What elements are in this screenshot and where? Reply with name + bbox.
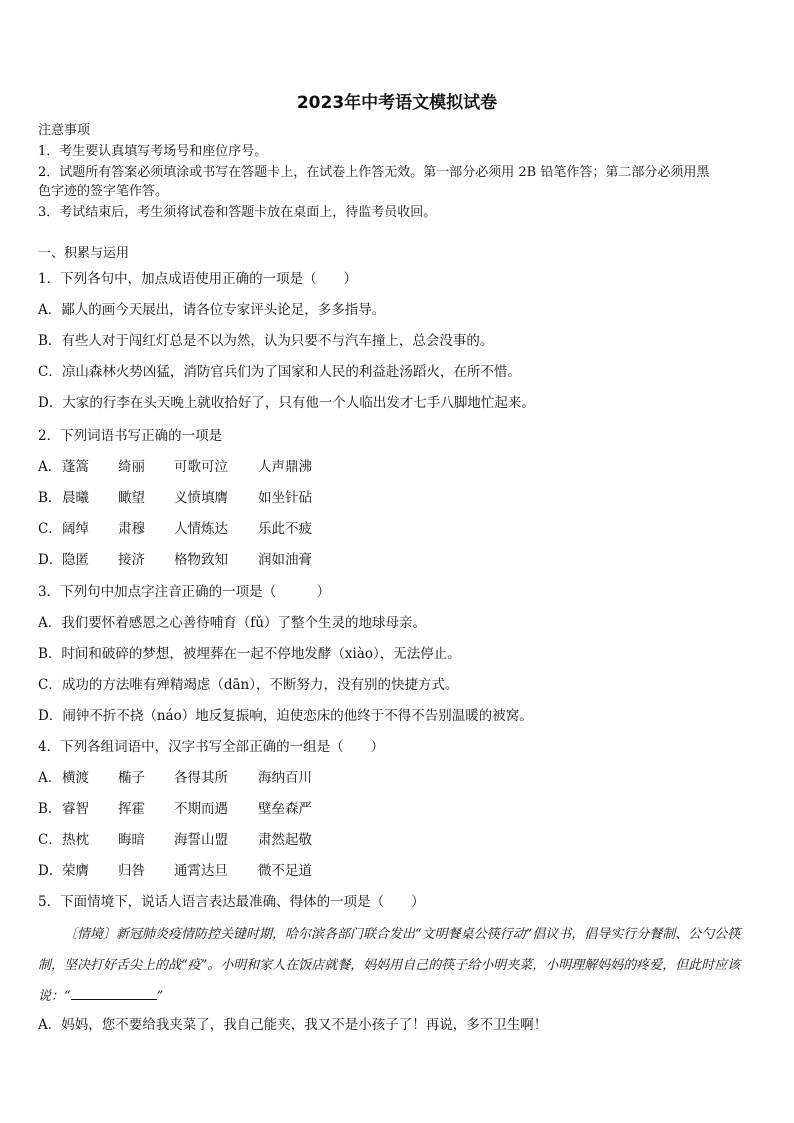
- option-label: D．: [38, 863, 63, 879]
- option-label: A．: [38, 459, 62, 475]
- option-word: 横渡: [62, 770, 89, 786]
- note-item-2-continued: 色字迹的签字笔作答。: [38, 184, 169, 199]
- question-1-option-c: C．凉山森林火势凶猛，消防官兵们为了国家和人民的利益赴汤蹈火，在所不惜。: [38, 364, 521, 380]
- question-1-option-d: D．大家的行李在头天晚上就收拾好了，只有他一个人临出发才七手八脚地忙起来。: [38, 395, 535, 411]
- question-3-stem: 3．下列句中加点字注音正确的一项是（ ）: [38, 584, 331, 600]
- option-word: 人情炼达: [174, 521, 228, 537]
- question-3-option-c: C．成功的方法唯有殚精竭虑（dān），不断努力，没有别的快捷方式。: [38, 677, 459, 693]
- option-word: 蓬篙: [62, 459, 89, 475]
- option-word: 海誓山盟: [174, 832, 228, 848]
- option-word: 润如油膏: [258, 552, 312, 568]
- option-word: 微不足道: [258, 863, 312, 879]
- option-word: 热枕: [62, 832, 89, 848]
- option-word: 各得其所: [174, 770, 228, 786]
- scenario-closing-quote: ”: [156, 989, 164, 1004]
- note-item-3: 3．考试结束后，考生须将试卷和答题卡放在桌面上，待监考员收回。: [38, 205, 437, 220]
- option-word: 通霄达旦: [174, 863, 228, 879]
- question-3-option-b: B．时间和破碎的梦想，被埋葬在一起不停地发酵（xiào），无法停止。: [38, 646, 461, 662]
- option-word: 瞰望: [118, 490, 145, 506]
- option-word: 肃然起敬: [258, 832, 312, 848]
- section-heading: 一、积累与运用: [38, 246, 130, 261]
- option-label: D．: [38, 552, 63, 568]
- option-word: 荣膺: [62, 863, 89, 879]
- option-word: 人声鼎沸: [258, 459, 312, 475]
- option-word: 不期而遇: [174, 801, 228, 817]
- question-5-scenario: [38, 919, 756, 1012]
- option-word: 阔绰: [62, 521, 89, 537]
- question-5-stem: 5．下面情境下，说话人语言表达最准确、得体的一项是（ ）: [38, 894, 425, 910]
- option-word: 晦暗: [118, 832, 145, 848]
- question-1-stem: 1．下列各句中，加点成语使用正确的一项是（ ）: [38, 271, 358, 287]
- option-word: 格物致知: [174, 552, 228, 568]
- option-word: 晨曦: [62, 490, 89, 506]
- notes-heading: 注意事项: [38, 123, 91, 138]
- option-word: 绮丽: [118, 459, 145, 475]
- option-word: 隐匿: [62, 552, 89, 568]
- note-item-2: 2．试题所有答案必须填涂或书写在答题卡上，在试卷上作答无效。第一部分必须用 2B 铅笔作答；第二部分必须用黑: [38, 165, 710, 180]
- option-word: 海纳百川: [258, 770, 312, 786]
- option-word: 如坐针砧: [258, 490, 312, 506]
- question-2-stem: 2．下列词语书写正确的一项是: [38, 428, 223, 444]
- question-1-option-b: B．有些人对于闯红灯总是不以为然，认为只要不与汽车撞上，总会没事的。: [38, 333, 494, 349]
- note-item-1: 1．考生要认真填写考场号和座位序号。: [38, 144, 268, 159]
- question-5-option-a: A．妈妈，您不要给我夹菜了，我自己能夹，我又不是小孩子了！再说，多不卫生啊！: [38, 1017, 548, 1033]
- scenario-text: 〔情境〕新冠肺炎疫情防控关键时期，哈尔滨各部门联合发出“文明餐桌公筷行动”倡议书，倡导实行分餐制、公勺公筷制，坚决打好舌尖上的战“疫”。小明和家人在饭店就餐，妈妈用自己的筷子给小明夹菜，小明理解妈妈的疼爱，但此时应该说：“: [38, 927, 741, 1004]
- option-word: 椭子: [118, 770, 145, 786]
- question-3-option-a: A．我们要怀着感恩之心善待哺育（fǔ）了整个生灵的地球母亲。: [38, 615, 426, 631]
- question-3-option-d: D．闹钟不折不挠（náo）地反复振响，迫使恋床的他终于不得不告别温暖的被窝。: [38, 708, 533, 724]
- option-label: B．: [38, 490, 62, 506]
- option-word: 义愤填膺: [174, 490, 228, 506]
- question-4-stem: 4．下列各组词语中，汉字书写全部正确的一组是（ ）: [38, 739, 385, 755]
- exam-title: 2023年中考语文模拟试卷: [296, 93, 498, 113]
- answer-blank: [71, 987, 157, 1000]
- option-label: C．: [38, 832, 62, 848]
- question-1-option-a: A．鄙人的画今天展出，请各位专家评头论足，多多指导。: [38, 302, 386, 318]
- option-word: 壁垒森严: [258, 801, 312, 817]
- option-word: 睿智: [62, 801, 89, 817]
- option-word: 接济: [118, 552, 145, 568]
- option-word: 乐此不疲: [258, 521, 312, 537]
- option-word: 归咎: [118, 863, 145, 879]
- option-label: C．: [38, 521, 62, 537]
- option-label: A．: [38, 770, 62, 786]
- option-word: 挥霍: [118, 801, 145, 817]
- option-word: 肃穆: [118, 521, 145, 537]
- option-label: B．: [38, 801, 62, 817]
- option-word: 可歌可泣: [174, 459, 228, 475]
